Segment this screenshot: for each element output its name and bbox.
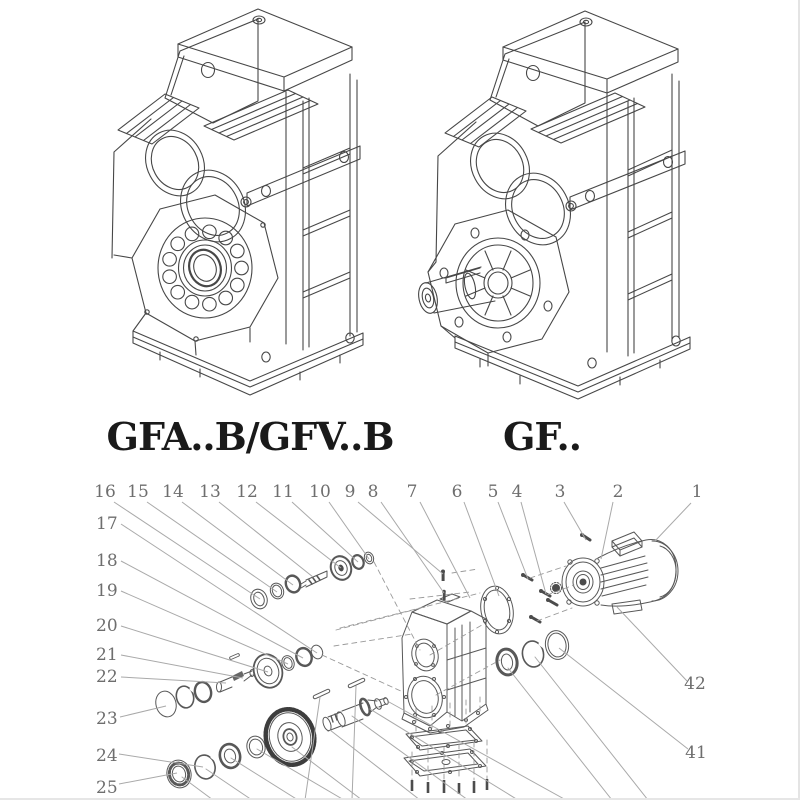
gear-housing [402,594,488,733]
callout-15: 15 [127,482,149,502]
leader-line-15 [147,502,277,592]
flange-cover-and-rings [477,583,571,677]
callout-13: 13 [199,482,221,502]
callout-42: 42 [684,674,706,694]
output-gear [260,704,321,771]
intermediate-shaft-parts [217,644,325,692]
callout-2: 2 [612,482,624,502]
callout-24: 24 [96,746,118,766]
callout-14: 14 [162,482,184,502]
callout-22: 22 [96,667,118,687]
figure-label-gfab: GFA..B/GFV..B [106,414,394,459]
alignment-dashed-lines [322,562,574,695]
leader-line-41 [559,648,688,749]
callout-11: 11 [272,482,294,502]
leader-line-10 [329,502,369,559]
leader-line-9 [358,502,443,574]
leader-line-1 [655,503,691,541]
motor [562,532,678,614]
leader-line-8 [381,502,444,593]
leader-line-11 [292,502,358,562]
callout-25: 25 [96,778,118,798]
callout-41: 41 [685,743,707,763]
callout-1: 1 [691,482,703,502]
leader-line-4 [521,502,546,594]
callout-18: 18 [96,551,118,571]
callout-8: 8 [367,482,379,502]
leader-line-3 [564,502,586,540]
figure-label-gf: GF.. [502,414,582,459]
callout-7: 7 [406,482,418,502]
leader-line-22 [121,677,226,683]
callout-4: 4 [511,482,523,502]
callout-19: 19 [96,581,118,601]
callout-6: 6 [451,482,463,502]
callout-16: 16 [94,482,116,502]
callout-20: 20 [96,616,118,636]
leader-line-14 [182,502,293,585]
seal-rings-upper [153,680,213,719]
figure-gfab-drawing [112,9,363,395]
callout-17: 17 [96,514,118,534]
leader-line-18 [121,561,303,658]
callout-3: 3 [554,482,566,502]
callout-5: 5 [487,482,499,502]
callout-10: 10 [309,482,331,502]
leader-line-20 [121,626,268,672]
leader-line-7 [420,502,470,598]
leader-line-16 [114,502,260,599]
leader-line-42 [617,607,687,681]
output-bearing-parts [164,734,268,791]
figure-gf-drawing [416,11,690,399]
leader-line-13 [219,502,313,577]
leader-line-5 [498,502,528,579]
callout-23: 23 [96,709,118,729]
exploded-diagram [153,532,678,800]
callout-12: 12 [236,482,258,502]
leader-line-19 [121,591,288,664]
callout-9: 9 [344,482,356,502]
leader-line-6 [464,502,499,596]
callout-21: 21 [96,645,118,665]
leader-line-24 [119,754,203,767]
leader-line-2 [601,502,613,559]
